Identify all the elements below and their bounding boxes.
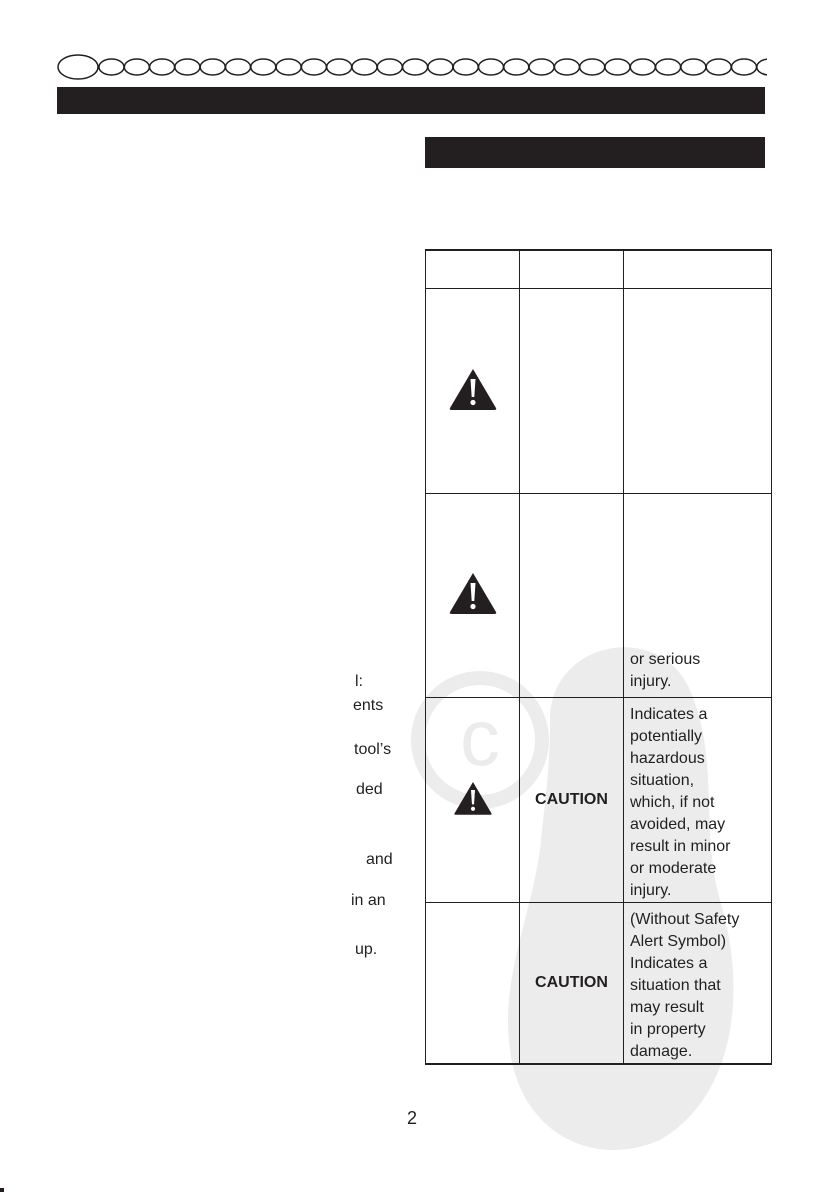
table-row	[426, 494, 772, 698]
left-text-fragment: tool’s	[354, 741, 392, 758]
language-oval	[554, 59, 579, 75]
meaning-cell	[624, 289, 772, 494]
header-cell-symbol	[426, 250, 520, 289]
symbol-cell	[426, 494, 520, 698]
language-oval	[656, 59, 681, 75]
language-oval	[200, 59, 225, 75]
left-text-fragment: ded	[356, 781, 383, 798]
meaning-cell	[624, 698, 772, 903]
language-oval	[175, 59, 200, 75]
language-oval	[226, 59, 251, 75]
language-ovals	[57, 53, 767, 81]
language-oval-selected	[58, 55, 98, 79]
language-oval	[605, 59, 630, 75]
language-oval	[301, 59, 326, 75]
language-oval	[251, 59, 276, 75]
subsection-header-bar	[425, 137, 765, 168]
meaning-cell	[624, 903, 772, 1065]
language-oval	[453, 59, 478, 75]
symbol-cell	[426, 289, 520, 494]
header-cell-signal	[520, 250, 624, 289]
language-oval	[630, 59, 655, 75]
left-text-fragment: in an	[351, 892, 386, 909]
language-oval	[428, 59, 453, 75]
header-cell-meaning	[624, 250, 772, 289]
left-text-fragment: up.	[355, 941, 378, 958]
language-oval	[327, 59, 352, 75]
meaning-text: or serious injury.	[630, 651, 701, 690]
symbol-cell	[426, 903, 520, 1065]
language-oval	[504, 59, 529, 75]
meaning-text: (Without Safety Alert Symbol) Indicates a situation that may result in property damage.	[630, 911, 740, 1060]
language-oval	[529, 59, 554, 75]
section-header-bar	[57, 87, 765, 114]
signal-word-cell	[520, 494, 624, 698]
language-oval	[352, 59, 377, 75]
symbol-cell	[426, 698, 520, 903]
page-number: 2	[406, 1108, 417, 1128]
warning-triangle-icon	[448, 367, 498, 411]
left-text-fragment: l:	[355, 673, 363, 690]
language-selector	[57, 53, 767, 81]
table-header-row	[426, 250, 772, 289]
warning-triangle-icon	[453, 780, 493, 816]
language-oval	[377, 59, 402, 75]
table-row	[426, 698, 772, 903]
signal-word-cell: CAUTION	[520, 903, 624, 1065]
language-oval	[403, 59, 428, 75]
language-oval	[757, 59, 767, 75]
meaning-cell	[624, 494, 772, 698]
language-oval	[479, 59, 504, 75]
language-oval	[580, 59, 605, 75]
meaning-text: Indicates a potentially hazardous situation, which, if not avoided, may result in minor or moderate injury.	[630, 706, 731, 899]
safety-symbols-table	[425, 249, 772, 1065]
language-oval	[99, 59, 124, 75]
language-oval	[681, 59, 706, 75]
language-oval	[732, 59, 757, 75]
table-row	[426, 903, 772, 1065]
signal-word-cell	[520, 289, 624, 494]
language-oval	[276, 59, 301, 75]
svg-text:c: c	[460, 693, 500, 782]
table-row	[426, 289, 772, 494]
left-text-fragment: ents	[353, 697, 384, 714]
warning-triangle-icon	[448, 571, 498, 615]
scan-mark	[0, 1188, 4, 1192]
language-oval	[124, 59, 149, 75]
language-oval	[150, 59, 175, 75]
language-oval	[706, 59, 731, 75]
signal-word-cell: CAUTION	[520, 698, 624, 903]
left-text-fragment: and	[366, 851, 393, 868]
